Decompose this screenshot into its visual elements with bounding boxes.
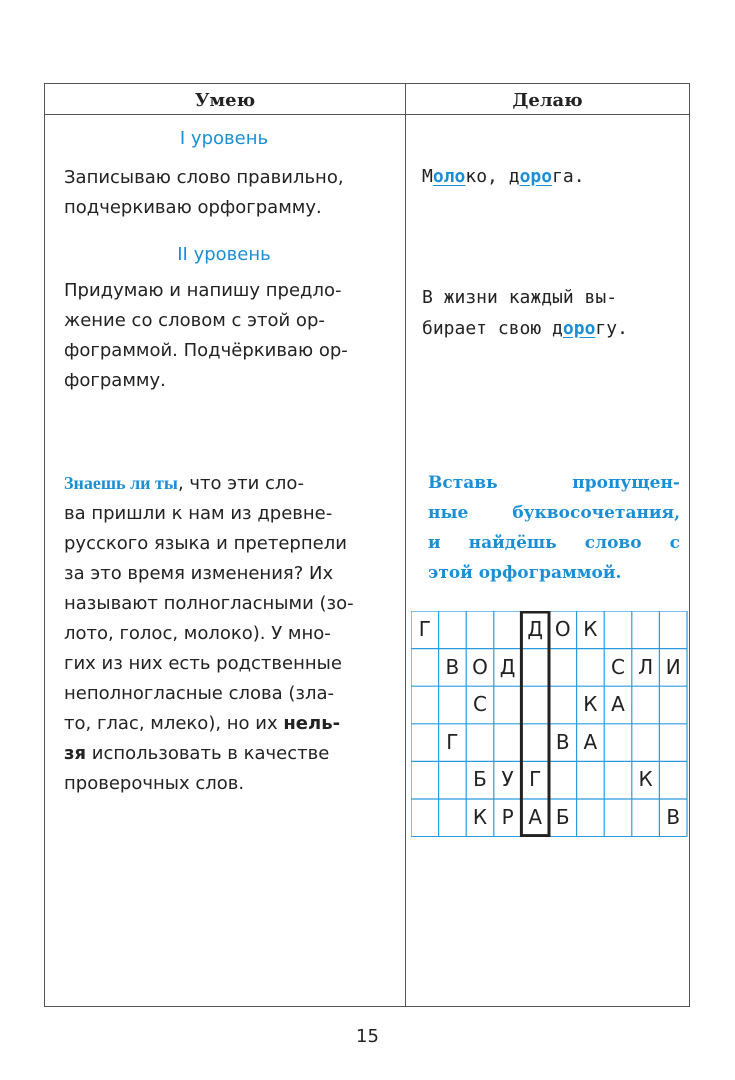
grid-letter: Г	[418, 617, 431, 641]
fact-text: то, глас, млеко), но их	[64, 713, 278, 734]
page-number: 15	[356, 1026, 379, 1047]
grid-empty-cell[interactable]	[577, 761, 605, 799]
example-word-part: ко,	[465, 166, 498, 187]
level2-line: фограммой. Подчёркиваю ор-	[64, 340, 348, 361]
grid-empty-cell[interactable]	[521, 686, 549, 724]
example-orthogram: оро	[562, 318, 596, 339]
grid-letter: А	[583, 729, 598, 754]
task-line: этой орфограммой.	[428, 563, 622, 583]
puzzle-grid	[411, 611, 688, 837]
grid-empty-cell[interactable]	[439, 761, 467, 799]
level1-line: Записываю слово правильно,	[64, 167, 344, 188]
example-word-part: бирает свою д	[422, 318, 563, 339]
grid-letter: Д	[499, 654, 516, 679]
task-line: ные буквосочетания,	[428, 503, 680, 523]
fact-text: использовать в качестве	[86, 743, 330, 764]
level2-line: Придумаю и напишу предло-	[64, 280, 342, 301]
example-orthogram: оло	[432, 166, 466, 187]
grid-letter: О	[472, 654, 488, 679]
grid-letter: А	[528, 805, 543, 829]
table-middle-border	[405, 83, 406, 1007]
grid-empty-cell[interactable]	[494, 686, 522, 724]
grid-letter: С	[611, 654, 625, 679]
table-left-border	[44, 83, 45, 1007]
grid-empty-cell[interactable]	[659, 611, 687, 649]
level1-text	[64, 163, 384, 223]
example-word-part: гу.	[595, 318, 628, 339]
grid-empty-cell[interactable]	[577, 649, 605, 687]
task-line: Вставь пропущен-	[428, 473, 680, 493]
table-right-border	[689, 83, 690, 1007]
grid-empty-cell[interactable]	[604, 724, 632, 762]
fact-line: проверочных слов.	[64, 773, 245, 794]
grid-empty-cell[interactable]	[439, 686, 467, 724]
grid-letter: Г	[446, 729, 459, 754]
fact-bold: зя	[64, 743, 87, 764]
grid-letter: Г	[529, 767, 542, 792]
grid-empty-cell[interactable]	[411, 799, 439, 837]
grid-letter: В	[555, 729, 570, 754]
grid-letter: О	[554, 617, 571, 641]
fact-line: русского языка и претерпели	[64, 533, 347, 554]
level1-line: подчеркиваю орфограмму.	[64, 197, 322, 218]
grid-empty-cell[interactable]	[411, 761, 439, 799]
grid-empty-cell[interactable]	[659, 686, 687, 724]
header-bottom-border	[44, 114, 690, 115]
grid-empty-cell[interactable]	[549, 686, 577, 724]
grid-empty-cell[interactable]	[494, 724, 522, 762]
grid-empty-cell[interactable]	[632, 686, 660, 724]
grid-empty-cell[interactable]	[466, 611, 494, 649]
grid-letter: Л	[638, 654, 654, 679]
fact-line	[64, 709, 380, 739]
level2-line: фограмму.	[64, 370, 166, 391]
level2-line: жение со словом с этой ор-	[64, 310, 325, 331]
grid-empty-cell[interactable]	[411, 649, 439, 687]
grid-empty-cell[interactable]	[604, 799, 632, 837]
grid-empty-cell[interactable]	[521, 649, 549, 687]
grid-letter: В	[666, 805, 681, 829]
grid-letter: Б	[473, 767, 487, 792]
grid-letter: С	[473, 692, 487, 717]
fact-line: лото, голос, молоко). У мно-	[64, 623, 331, 644]
level2-example-line	[422, 313, 682, 344]
grid-empty-cell[interactable]	[659, 724, 687, 762]
fact-text: , что эти сло-	[177, 473, 304, 494]
example-word-part: д	[508, 166, 520, 187]
grid-empty-cell[interactable]	[604, 611, 632, 649]
fact-lead: Знаешь ли ты	[64, 473, 178, 493]
table-top-border	[44, 83, 690, 84]
grid-letter: И	[665, 654, 681, 679]
grid-empty-cell[interactable]	[632, 611, 660, 649]
grid-letter: К	[638, 767, 653, 792]
table-bottom-border	[44, 1006, 690, 1007]
level2-title: II уровень	[177, 244, 271, 265]
fact-line: гих из них есть родственные	[64, 653, 342, 674]
example-word-part: га.	[552, 166, 585, 187]
level2-text	[64, 276, 384, 396]
grid-letter: У	[501, 767, 514, 792]
grid-letter: В	[445, 654, 460, 679]
level1-title: I уровень	[179, 128, 269, 149]
fact-line: за это время изменения? Их	[64, 563, 334, 584]
example-word-part: М	[422, 166, 433, 187]
grid-letter: К	[583, 692, 598, 717]
fact-paragraph	[64, 468, 380, 799]
grid-empty-cell[interactable]	[439, 611, 467, 649]
grid-empty-cell[interactable]	[411, 686, 439, 724]
level2-example	[422, 282, 682, 344]
grid-empty-cell[interactable]	[466, 724, 494, 762]
grid-letter: А	[611, 692, 625, 717]
level2-example-line: В жизни каждый вы-	[422, 287, 618, 308]
grid-empty-cell[interactable]	[632, 724, 660, 762]
grid-letter: К	[583, 617, 598, 641]
task-line: и найдёшь слово с	[428, 533, 680, 553]
grid-empty-cell[interactable]	[577, 799, 605, 837]
fact-line	[64, 739, 380, 769]
grid-letter: К	[472, 805, 488, 829]
header-right: Делаю	[512, 90, 583, 111]
task-text	[428, 468, 680, 588]
fact-line	[64, 468, 380, 499]
grid-empty-cell[interactable]	[549, 761, 577, 799]
grid-letter: Д	[527, 617, 543, 641]
fact-bold: нель-	[283, 713, 341, 734]
example-orthogram: оро	[519, 166, 553, 187]
grid-empty-cell[interactable]	[549, 649, 577, 687]
grid-empty-cell[interactable]	[521, 724, 549, 762]
fact-line: называют полногласными (зо-	[64, 593, 354, 614]
grid-empty-cell[interactable]	[659, 761, 687, 799]
grid-letter: Б	[555, 805, 570, 829]
level1-example	[422, 161, 682, 192]
grid-empty-cell[interactable]	[494, 611, 522, 649]
grid-empty-cell[interactable]	[439, 799, 467, 837]
header-left: Умею	[194, 90, 256, 111]
fact-line: ва пришли к нам из древне-	[64, 503, 333, 524]
grid-empty-cell[interactable]	[604, 761, 632, 799]
grid-letter: Р	[501, 805, 514, 829]
fact-line: неполногласные слова (зла-	[64, 683, 334, 704]
grid-empty-cell[interactable]	[632, 799, 660, 837]
grid-empty-cell[interactable]	[411, 724, 439, 762]
